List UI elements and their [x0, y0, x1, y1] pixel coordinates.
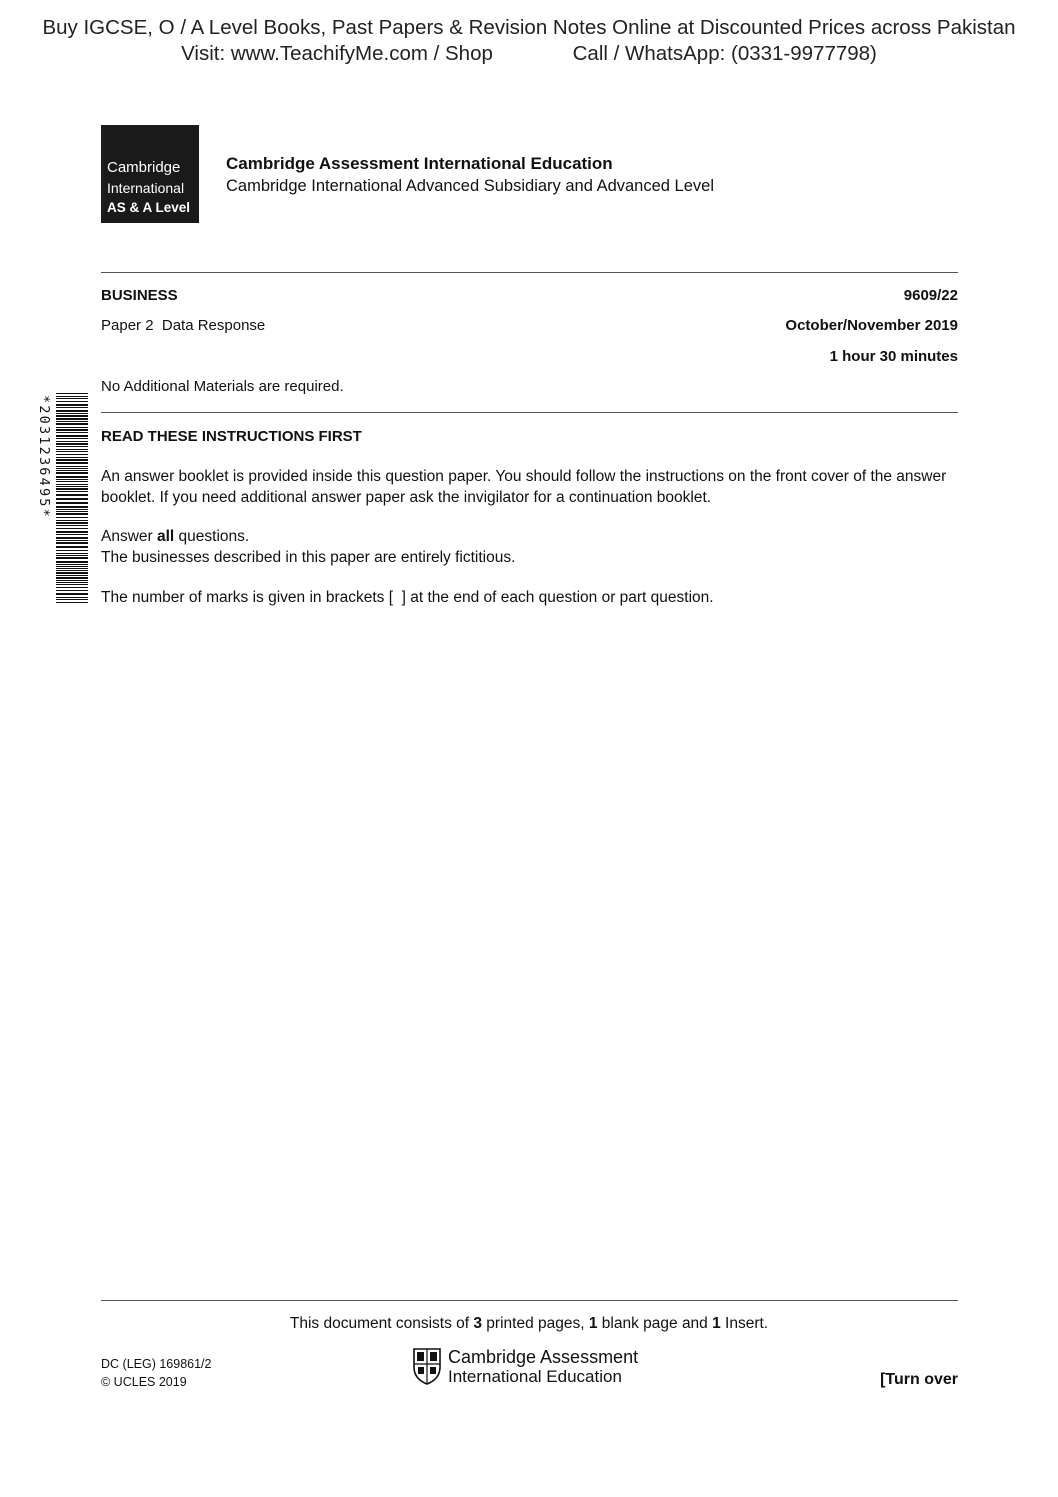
barcode-stripe	[56, 593, 88, 595]
barcode-stripe	[56, 537, 88, 539]
materials-note: No Additional Materials are required.	[101, 378, 344, 395]
qualification-name: Cambridge International Advanced Subsidiary and Advanced Level	[226, 177, 714, 195]
barcode-stripe	[56, 401, 88, 402]
consists-pre: This document consists of	[289, 1315, 474, 1332]
barcode-stripe	[56, 502, 88, 504]
logo-line2: International	[107, 180, 185, 196]
barcode-stripe	[56, 470, 88, 471]
blank-count: 1	[588, 1315, 598, 1332]
barcode-stripe	[56, 582, 88, 583]
barcode-stripe	[56, 540, 88, 541]
barcode-stripe	[56, 432, 88, 433]
ca-logo-line1: Cambridge Assessment	[448, 1347, 639, 1367]
barcode-stripe	[56, 429, 88, 431]
barcode-stripe	[56, 528, 88, 529]
barcode-stripe	[56, 462, 88, 464]
insert-post: Insert.	[720, 1315, 769, 1332]
logo-line1: Cambridge	[107, 159, 181, 176]
exam-session: October/November 2019	[785, 317, 958, 334]
barcode-stripe	[56, 438, 88, 439]
barcode-text: *2031236495*	[36, 395, 52, 519]
document-reference: DC (LEG) 169861/2	[101, 1357, 212, 1371]
barcode-stripe	[56, 423, 88, 425]
barcode-stripe	[56, 454, 88, 455]
barcode-stripe	[56, 441, 88, 442]
barcode-stripe	[56, 509, 88, 510]
document-page-count	[0, 1315, 1058, 1333]
syllabus-code: 9609/22	[903, 287, 958, 304]
promo-banner-line1: Buy IGCSE, O / A Level Books, Past Papers & Revision Notes Online at Discounted Prices across Pakistan	[42, 16, 1016, 39]
barcode-stripe	[56, 418, 88, 420]
barcode-stripe	[56, 488, 88, 490]
instruction-marks: The number of marks is given in brackets [ ] at the end of each question or part question.	[101, 589, 714, 606]
barcode-stripe	[56, 587, 88, 588]
instruction-answer-booklet: An answer booklet is provided inside this question paper. You should follow the instructions on the front cover of the answer booklet. If you need additional answer paper ask the invigilator for a continuation booklet.	[101, 468, 947, 506]
barcode-stripe	[56, 479, 88, 480]
barcode-stripe	[56, 577, 88, 579]
barcode-stripe	[56, 451, 88, 452]
barcode-stripe	[56, 410, 88, 412]
cambridge-assessment-logo	[412, 1347, 652, 1387]
promo-banner-line2: Visit: www.TeachifyMe.com / Shop Call / WhatsApp: (0331-9977798)	[181, 42, 877, 65]
answer-post: questions.	[174, 528, 250, 545]
exam-duration: 1 hour 30 minutes	[829, 348, 958, 365]
barcode-stripe	[56, 561, 88, 563]
barcode-stripe	[56, 407, 88, 408]
barcode-stripe	[56, 449, 88, 450]
copyright-notice: © UCLES 2019	[101, 1375, 187, 1389]
barcode-stripe	[56, 572, 88, 574]
barcode-stripe	[56, 472, 88, 474]
barcode-stripe	[56, 459, 88, 461]
divider-instructions	[101, 412, 958, 413]
organisation-name: Cambridge Assessment International Education	[226, 154, 613, 173]
printed-mid: printed pages,	[482, 1315, 589, 1332]
barcode-stripe	[56, 520, 88, 521]
barcode-stripe	[56, 534, 88, 535]
barcode-stripe	[56, 566, 88, 567]
barcode-stripe	[56, 476, 88, 478]
answer-bold: all	[157, 528, 175, 545]
barcode-stripe	[56, 542, 88, 544]
barcode-stripe	[56, 466, 88, 467]
barcode-stripe	[56, 597, 88, 598]
barcode-stripe	[56, 484, 88, 485]
barcode-stripe	[56, 494, 88, 496]
printed-count: 3	[473, 1315, 482, 1332]
subject-title: BUSINESS	[101, 287, 178, 304]
barcode-stripe	[56, 590, 88, 591]
barcode-stripe	[56, 580, 88, 581]
divider-top	[101, 272, 958, 273]
fictitious-note: The businesses described in this paper are entirely fictitious.	[101, 549, 516, 566]
answer-pre: Answer	[101, 528, 157, 545]
barcode-stripe	[56, 404, 88, 406]
barcode-stripe	[56, 468, 88, 469]
barcode-stripe	[56, 553, 88, 554]
barcode-stripe	[56, 555, 88, 556]
instructions-heading: READ THESE INSTRUCTIONS FIRST	[101, 428, 362, 445]
barcode-stripe	[56, 498, 88, 500]
crest-icon	[412, 1347, 442, 1385]
divider-footer	[101, 1300, 958, 1301]
barcode-stripe	[56, 513, 88, 515]
barcode-stripe	[56, 446, 88, 447]
barcode-stripe	[56, 568, 88, 569]
barcode-stripe	[56, 396, 88, 397]
insert-count: 1	[712, 1315, 721, 1332]
ca-logo-line2: International Education	[448, 1367, 622, 1386]
barcode-stripe	[56, 575, 88, 576]
barcode-stripe	[56, 435, 88, 437]
cambridge-as-a-level-logo	[101, 125, 199, 223]
barcode-stripe	[56, 413, 88, 414]
barcode-stripe	[56, 517, 88, 518]
barcode-stripe	[56, 427, 88, 428]
logo-line3: AS & A Level	[107, 200, 191, 215]
paper-title: Paper 2 Data Response	[101, 317, 266, 334]
barcode-stripe	[56, 511, 88, 512]
barcode-stripe	[56, 584, 88, 585]
barcode-stripe	[56, 481, 88, 482]
blank-mid: blank page and	[597, 1315, 713, 1332]
barcode-stripe	[56, 415, 88, 417]
barcode-stripe	[56, 522, 88, 524]
barcode-stripe	[56, 531, 88, 533]
barcode-stripe	[56, 564, 88, 565]
instruction-answer-all	[101, 526, 961, 568]
barcode-stripe	[56, 525, 88, 526]
barcode-stripe	[56, 421, 88, 422]
barcode-stripe	[56, 398, 88, 399]
barcode-stripe	[56, 557, 88, 559]
barcode-stripe	[56, 570, 88, 571]
barcode-stripe	[56, 457, 88, 458]
candidate-barcode	[32, 393, 88, 605]
turn-over-label: [Turn over	[880, 1371, 958, 1388]
barcode-stripe	[56, 393, 88, 394]
barcode-stripe	[56, 506, 88, 508]
barcode-stripe	[56, 486, 88, 487]
barcode-stripe	[56, 491, 88, 492]
barcode-stripe	[56, 546, 88, 548]
barcode-stripe	[56, 602, 88, 603]
barcode-stripe	[56, 443, 88, 445]
barcode-stripe	[56, 599, 88, 600]
barcode-stripe	[56, 550, 88, 551]
